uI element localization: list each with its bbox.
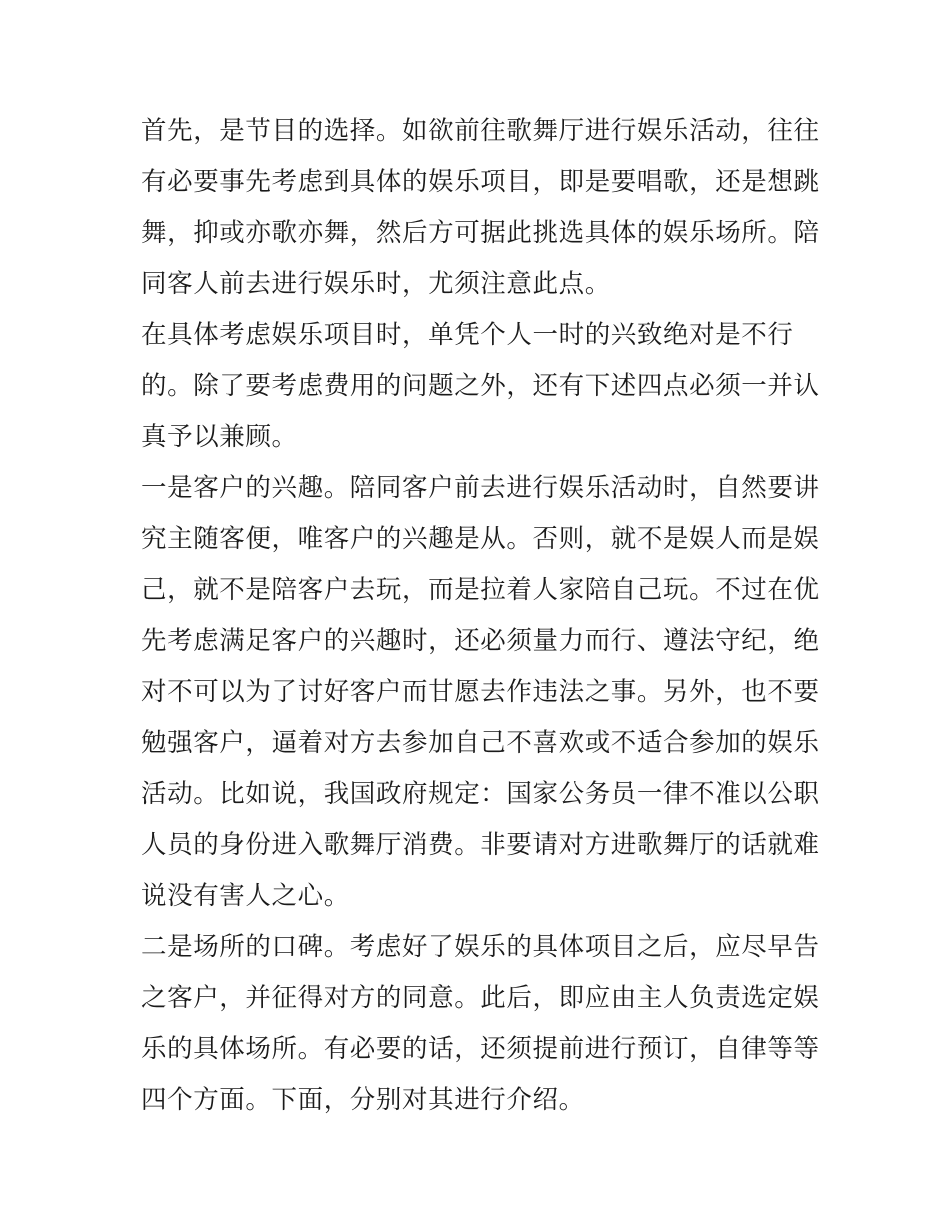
paragraph-program-choice: 首先，是节目的选择。如欲前往歌舞厅进行娱乐活动，往往有必要事先考虑到具体的娱乐项目，即是要唱歌，还是想跳舞，抑或亦歌亦舞，然后方可据此挑选具体的娱乐场所。陪同客人前去进行娱乐时，尤须注意此点。 xyxy=(141,116,820,299)
paragraph-venue-reputation: 二是场所的口碑。考虑好了娱乐的具体项目之后，应尽早告之客户，并征得对方的同意。此后，即应由主人负责选定娱乐的具体场所。有必要的话，还须提前进行预订，自律等等四个方面。下面，分别对其进行介绍。 xyxy=(141,932,820,1115)
body-text xyxy=(141,106,821,1126)
paragraph-considerations: 在具体考虑娱乐项目时，单凭个人一时的兴致绝对是不行的。除了要考虑费用的问题之外，还有下述四点必须一并认真予以兼顾。 xyxy=(141,320,820,452)
paragraph-client-interest: 一是客户的兴趣。陪同客户前去进行娱乐活动时，自然要讲究主随客便，唯客户的兴趣是从。否则，就不是娱人而是娱己，就不是陪客户去玩，而是拉着人家陪自己玩。不过在优先考虑满足客户的兴趣时，还必须量力而行、遵法守纪，绝对不可以为了讨好客户而甘愿去作违法之事。另外，也不要勉强客户，逼着对方去参加自己不喜欢或不适合参加的娱乐活动。比如说，我国政府规定：国家公务员一律不准以公职人员的身份进入歌舞厅消费。非要请对方进歌舞厅的话就难说没有害人之心。 xyxy=(141,473,820,911)
